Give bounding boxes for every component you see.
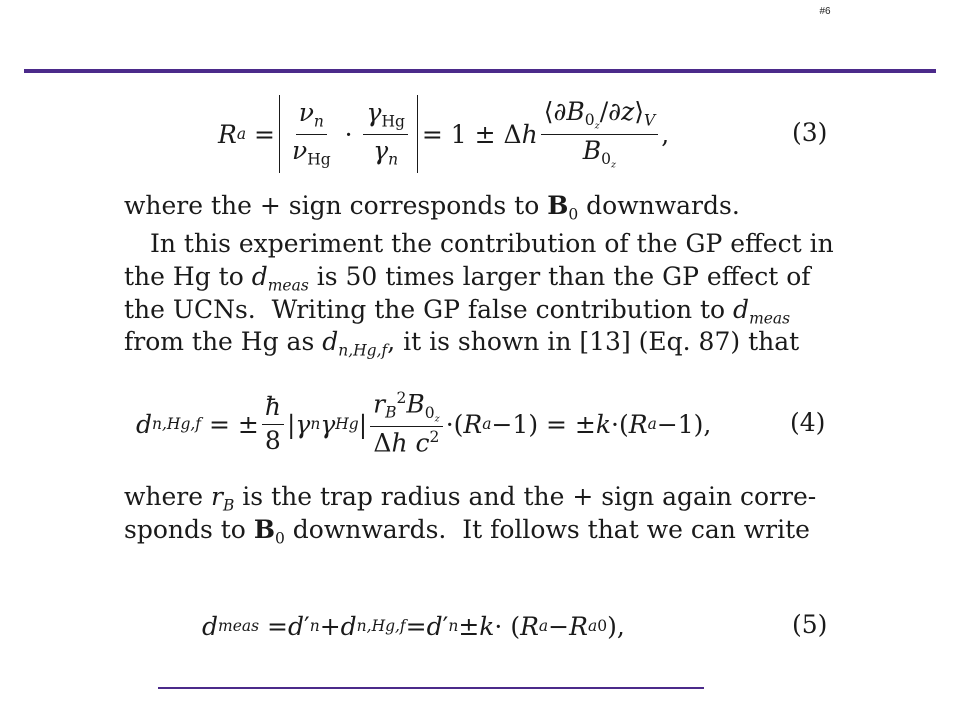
equation-4-number: (4) <box>790 408 826 437</box>
equation-5-number: (5) <box>792 610 828 639</box>
paragraph-1-line-1: where the + sign corresponds to $B_0$ downwards. <box>124 191 740 224</box>
equation-4: d n,Hg,f = ± $\frac{ħ}{8}$ | γ n γ Hg | $\frac{r_B^2B_{0_z}}{\Delta h c^2}$ ·( R a −1) = ± k ·( R a −1), (4) <box>136 388 826 458</box>
bottom-divider <box>158 687 704 689</box>
paragraph-1-line-3: the Hg to $d_{meas}$ is 50 times larger than the GP effect of <box>124 262 811 295</box>
equation-5: d meas = d ′ n + d n,Hg,f = d ′ n ± k · ( R a − R a0 ), (5) <box>202 610 828 641</box>
slide-number: #6 <box>819 6 831 17</box>
paragraph-1-line-5: from the Hg as $d_{n,Hg,f}$, it is shown in [13] (Eq. 87) that <box>124 327 800 360</box>
paragraph-1-line-2: In this experiment the contribution of the GP effect in <box>150 229 834 258</box>
equation-3-number: (3) <box>792 118 828 147</box>
paragraph-2-line-2: sponds to $B_0$ downwards. It follows that we can write <box>124 515 810 548</box>
top-divider <box>24 69 936 73</box>
paragraph-1-line-4: the UCNs. Writing the GP false contribution to $d_{meas}$ <box>124 295 791 328</box>
equation-3: R a = $\frac{\nu_n}{\nu_{Hg}}$ · $\frac{\gamma_{Hg}}{\gamma_n}$ = 1 ± Δ h $\frac{⟨\partial B_{0_z}/\partial z⟩_V}{B_{0_z}}$ , (3) <box>0 96 960 172</box>
paragraph-2-line-1: where $r_B$ is the trap radius and the + sign again corre- <box>124 482 817 515</box>
